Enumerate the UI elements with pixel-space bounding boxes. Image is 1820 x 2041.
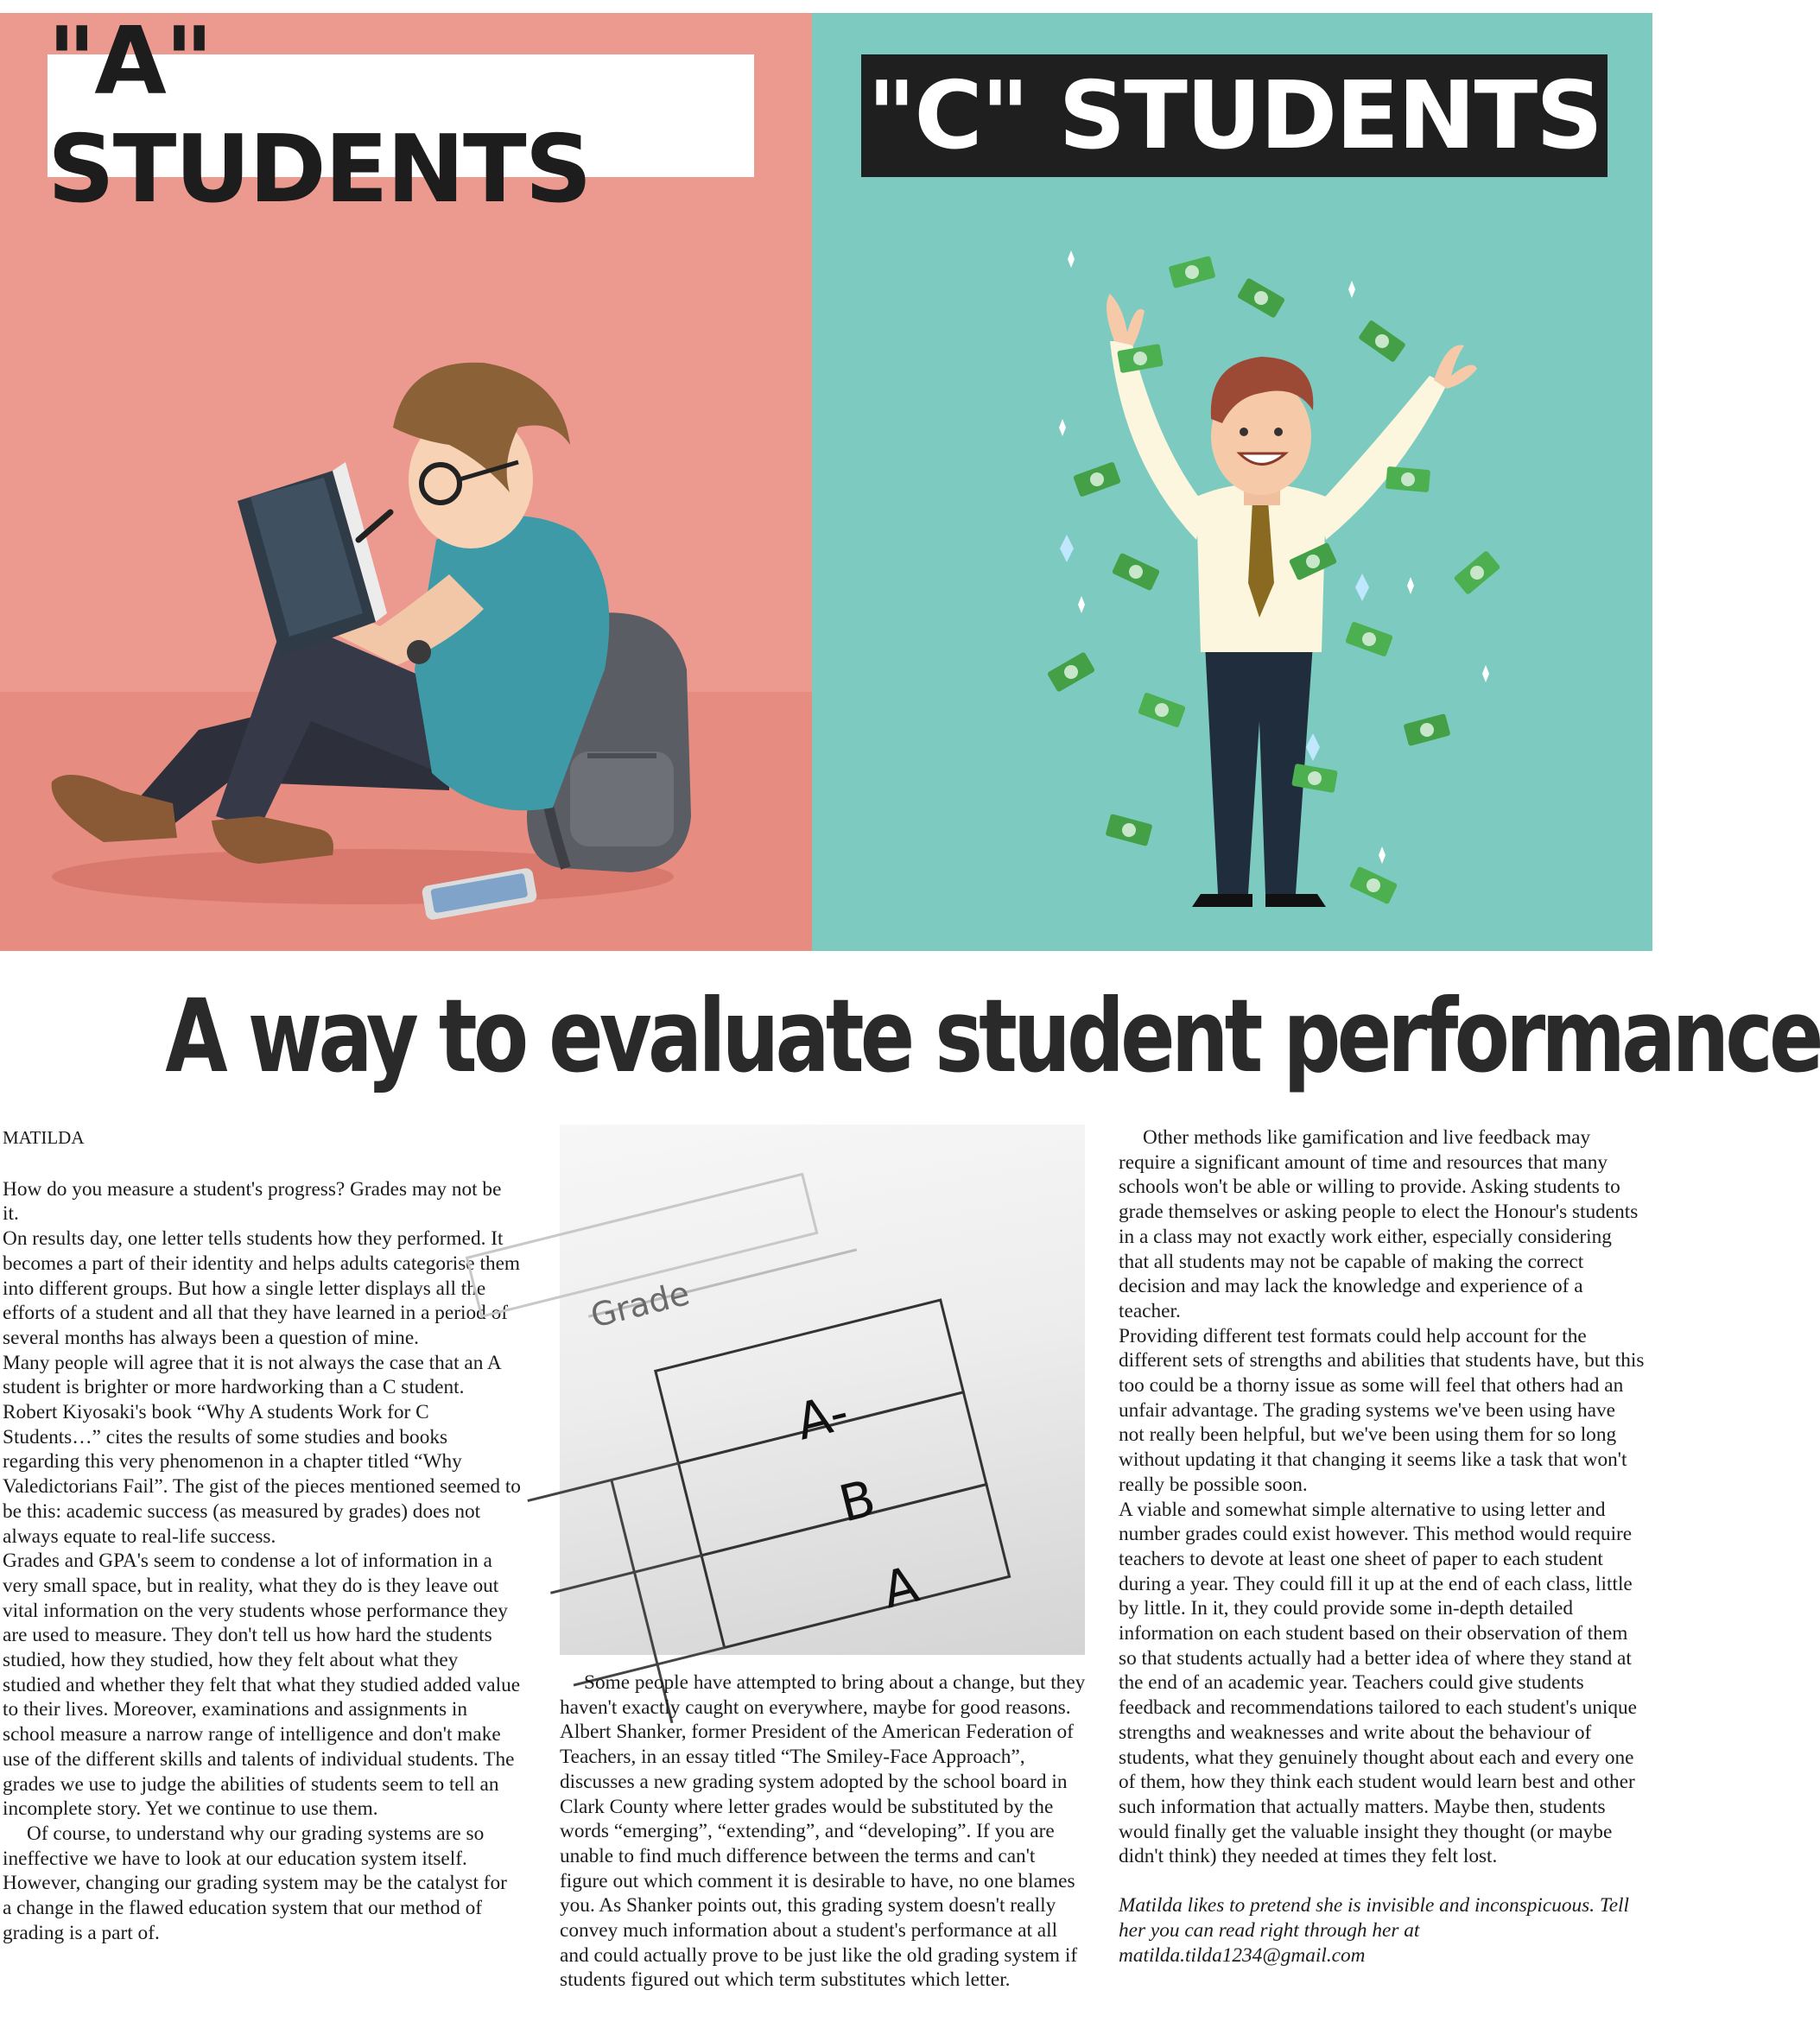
right-arm xyxy=(1317,376,1447,540)
paragraph: How do you measure a student's progress? Grades may not be it. xyxy=(3,1177,502,1226)
c-students-panel xyxy=(812,13,1652,951)
paragraph: Many people will agree that it is not always the case that an A student is brighter or more hardworking than a C student. Robert Kiyosaki's book “Why A students Work for C Students…” cites the results of some studies and books regarding this very phenomenon in a chapter titled “Why Valedictorians Fail”. The gist of the pieces mentioned seemed to be this: academic success (as measured by grades) does not always equate to real-life success. xyxy=(3,1351,521,1548)
article-column-2 xyxy=(560,1670,1087,1993)
paragraph: On results day, one letter tells students how they performed. It becomes a part of their identity and helps adults categorise them into different groups. But how a single letter displays all the efforts of a student and all that they have learned in a period of several months has always been a question of mine. xyxy=(3,1227,521,1349)
c-students-label: "C" STUDENTS xyxy=(861,54,1608,177)
article-headline: A way to evaluate student performance xyxy=(165,977,1820,1095)
grade-value: B xyxy=(833,1467,882,1534)
hero-illustration xyxy=(0,8,1652,951)
grade-value: A xyxy=(876,1555,924,1620)
grade-header: Grade xyxy=(587,1274,694,1335)
article-column-3 xyxy=(1119,1125,1646,1968)
paragraph: Other methods like gamification and live feedback may require a significant amount of time and resources that many schools won't be able or willing to provide. Asking students to grade themselves or asking people to elect the Honour's students in a class may not exactly work either, especially considering that all students may not be capable of making the correct decision and may lack the knowledge and experience of a teacher. xyxy=(1119,1126,1639,1322)
pen-icon xyxy=(358,512,390,540)
right-hand xyxy=(1434,345,1477,390)
paragraph: Providing different test formats could help account for the different sets of strengths and abilities that students have, but this too could be a thorny issue as some will feel that others had an unfair advantage. The grading systems we've been using have not really been helpful, but we've been using them for so long without updating it that changing it seems like a task that won't really be possible soon. xyxy=(1119,1324,1645,1496)
paragraph: Some people have attempted to bring about a change, but they haven't exactly caught on everywhere, maybe for good reasons. Albert Shanker, former President of the American Federation of Teachers, in an essay titled “The Smiley-Face Approach”, discusses a new grading system adopted by the school board in Clark County where letter grades would be substituted by the words “emerging”, “extending”, and “developing”. If you are unable to find much difference between the terms and can't figure out which comment it is desirable to have, no one blames you. As Shanker points out, this grading system doesn't really convey much information about a student's performance at all and could actually prove to be just like the old grading system if students figured out which term substitutes which letter. xyxy=(560,1671,1086,1992)
byline: MATILDA xyxy=(3,1127,85,1148)
a-students-panel xyxy=(0,8,812,951)
left-hand xyxy=(1107,294,1145,345)
paragraph: A viable and somewhat simple alternative to using letter and number grades could exist however. This method would require teachers to devote at least one sheet of paper to each student during a year. They could fill it up at the end of each class, little by little. In it, they could provide some in-depth detailed information on each student based on their observation of them so that students actually had a better idea of where they stand at the end of an academic year. Teachers could give students feedback and recommendations tailored to each student's unique strengths and weaknesses and write about the behaviour of students, what they genuinely thought about each and every one of them, how they think each student would learn best and other such information that actually matters. Maybe then, students would finally get the valuable insight they thought (or maybe didn't think) they needed at times they felt lost. xyxy=(1119,1498,1637,1868)
grade-table-illustration xyxy=(560,1125,1085,1655)
man-head xyxy=(1211,357,1314,505)
paragraph: Of course, to understand why our grading systems are so ineffective we have to look at our education system itself. However, changing our grading system may be the catalyst for a change in the flawed education system that our method of grading is a part of. xyxy=(3,1822,507,1944)
article-column-1 xyxy=(3,1125,521,1946)
watch-icon xyxy=(407,640,431,664)
author-bio: Matilda likes to pretend she is invisible and inconspicuous. Tell her you can read right through her at matilda.tilda1234@gmail.com xyxy=(1119,1894,1629,1967)
grade-value: A- xyxy=(790,1382,854,1452)
a-students-label: "A" STUDENTS xyxy=(48,54,754,177)
grade-sheet-photo xyxy=(560,1125,1085,1655)
paragraph: Grades and GPA's seem to condense a lot of information in a very small space, but in reality, what they do is they leave out vital information on the very students whose performance they are used to measure. They don't tell us how hard the students studied, how they studied, how they felt about what they studied and whether they felt that what they studied added value to their lives. Moreover, examinations and assignments in school measure a narrow range of intelligence and don't make use of the different skills and talents of individual students. The grades we use to judge the abilities of students seem to tell an incomplete story. Yet we continue to use them. xyxy=(3,1550,521,1821)
